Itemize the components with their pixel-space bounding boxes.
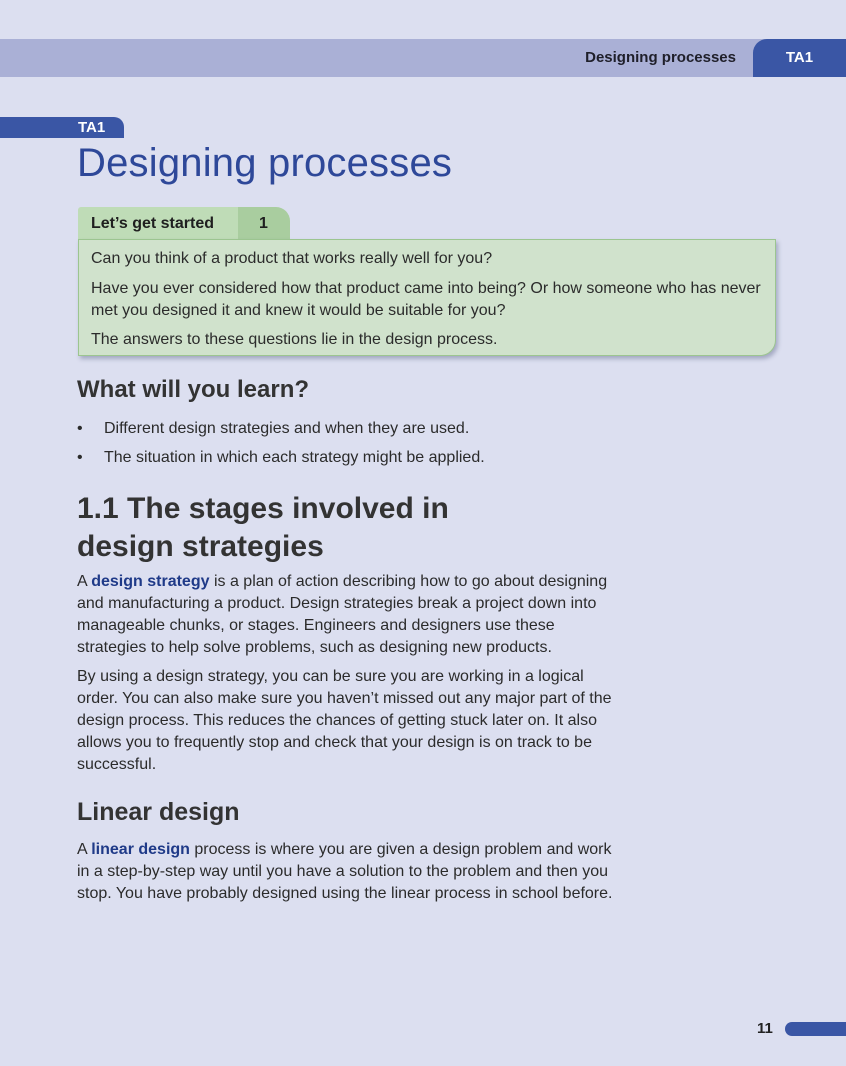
paragraph bbox=[77, 571, 622, 659]
learn-list bbox=[77, 414, 485, 472]
starter-label: Let’s get started bbox=[78, 207, 246, 240]
section-heading: 1.1 The stages involved in design strategies bbox=[77, 492, 449, 563]
paragraph: By using a design strategy, you can be sure you are working in a logical order. You can also make sure you haven’t missed out any major part of the design process. This reduces the chances of getting stuck later on. It also allows you to frequently stop and check that your design is on track to be successful. bbox=[77, 668, 612, 773]
chapter-tab: TA1 bbox=[753, 39, 846, 77]
starter-box bbox=[78, 239, 776, 356]
section-tag-label: TA1 bbox=[78, 119, 106, 136]
page-title: Designing processes bbox=[77, 141, 453, 185]
starter-number: 1 bbox=[238, 207, 290, 240]
keyword: linear design bbox=[91, 841, 190, 858]
paragraph bbox=[77, 839, 622, 905]
keyword: design strategy bbox=[91, 573, 210, 590]
starter-line: Can you think of a product that works really well for you? bbox=[91, 250, 493, 267]
list-item: • The situation in which each strategy might be applied. bbox=[77, 443, 485, 472]
paragraph-text: is a plan of action describing how to go about designing and manufacturing a product. Design strategies break a project down into manageable chunks, or stages. Engineers and designers use these strategies to help solve problems, such as designing new products. bbox=[77, 573, 608, 656]
subsection-heading: Linear design bbox=[77, 798, 240, 826]
paragraph-text: process is where you are given a design problem and work in a step-by-step way until you have a solution to the problem and then you stop. You have probably designed using the linear process in school before. bbox=[77, 841, 613, 902]
starter-line: The answers to these questions lie in the design process. bbox=[91, 331, 498, 348]
starter-tab bbox=[78, 207, 290, 240]
list-item: • Different design strategies and when they are used. bbox=[77, 414, 485, 443]
learn-heading: What will you learn? bbox=[77, 376, 310, 403]
section-tag bbox=[0, 117, 124, 138]
paragraph-text: A bbox=[77, 841, 92, 858]
page-number: 11 bbox=[757, 1020, 773, 1037]
running-title: Designing processes bbox=[585, 49, 736, 66]
paragraph-text: A bbox=[77, 573, 92, 590]
running-header bbox=[0, 39, 846, 77]
page-number-bar bbox=[785, 1022, 846, 1036]
starter-line: Have you ever considered how that product came into being? Or how someone who has never met you designed it and knew it would be suitable for you? bbox=[91, 280, 761, 319]
